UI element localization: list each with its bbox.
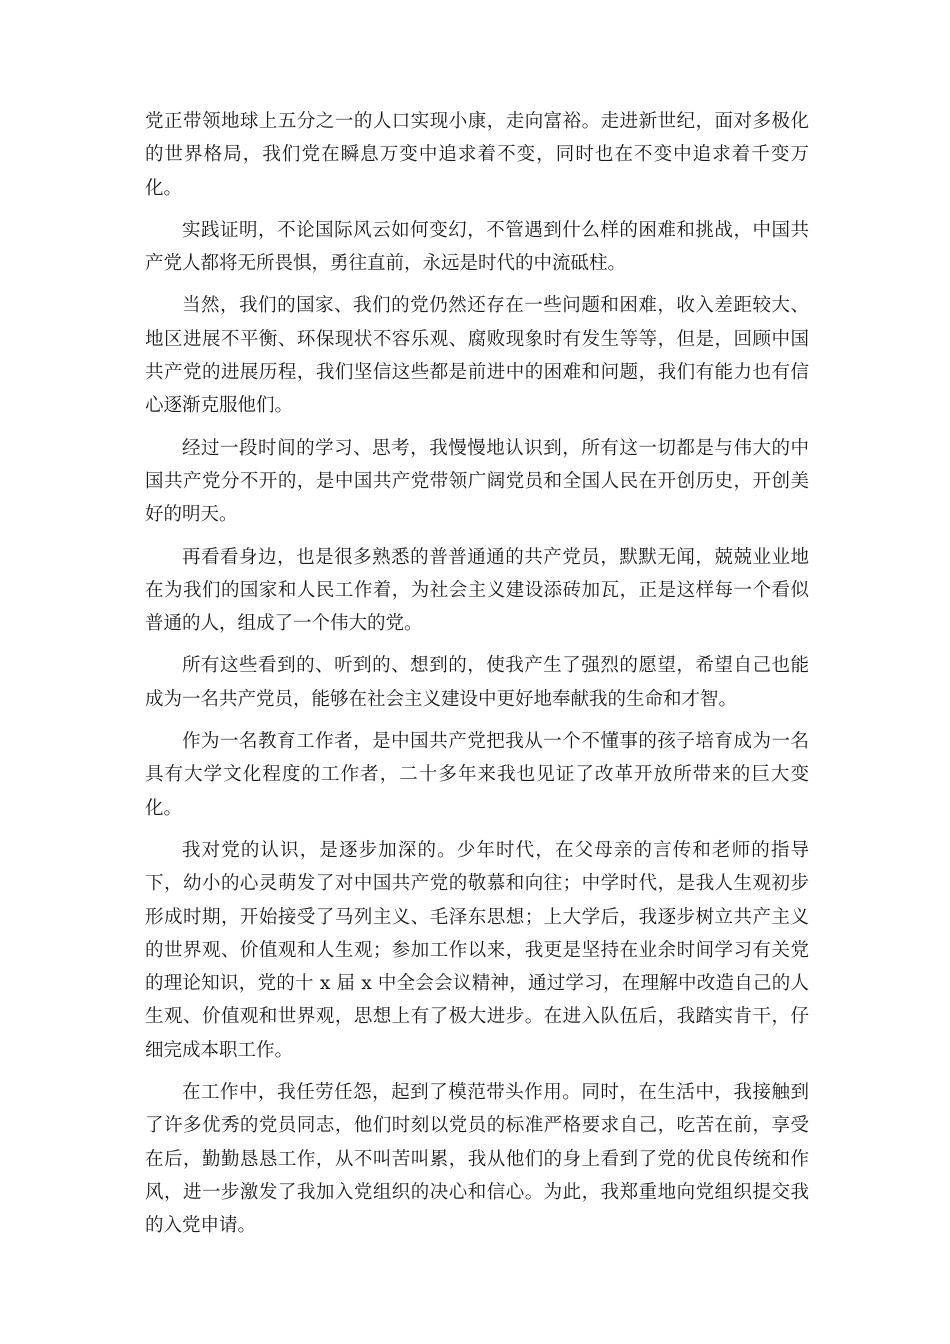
- paragraph: 经过一段时间的学习、思考，我慢慢地认识到，所有这一切都是与伟大的中国共产党分不开的，是中国共产党带领广阔党员和全国人民在开创历史，开创美好的明天。: [145, 437, 809, 526]
- paragraph: 作为一名教育工作者，是中国共产党把我从一个不懂事的孩子培育成为一名具有大学文化程度的工作者，二十多年来我也见证了改革开放所带来的巨大变化。: [145, 731, 809, 819]
- paragraph: 再看看身边，也是很多熟悉的普普通通的共产党员，默默无闻，兢兢业业地在为我们的国家和人民工作着，为社会主义建设添砖加瓦，正是这样每一个看似普通的人，组成了一个伟大的党。: [145, 546, 809, 635]
- paragraph: 党正带领地球上五分之一的人口实现小康，走向富裕。走进新世纪，面对多极化的世界格局，我们党在瞬息万变中追求着不变，同时也在不变中追求着千变万化。: [145, 111, 809, 199]
- document-body: [145, 105, 809, 1252]
- paragraph: 所有这些看到的、听到的、想到的，使我产生了强烈的愿望，希望自己也能成为一名共产党员，能够在社会主义建设中更好地奉献我的生命和才智。: [145, 655, 809, 710]
- paragraph: 我对党的认识，是逐步加深的。少年时代，在父母亲的言传和老师的指导下，幼小的心灵萌发了对中国共产党的敬慕和向往；中学时代，是我人生观初步形成时期，开始接受了马列主义、毛泽东思想；上大学后，我逐步树立共产主义的世界观、价值观和人生观；参加工作以来，我更是坚持在业余时间学习有关党的理论知识，党的十 x 届 x 中全会会议精神，通过学习，在理解中改造自己的人生观、价值观和世界观，思想上有了极大进步。在进入队伍后，我踏实肯干，仔细完成本职工作。: [145, 839, 809, 1061]
- paragraph: 实践证明，不论国际风云如何变幻，不管遇到什么样的困难和挑战，中国共产党人都将无所畏惧，勇往直前，永远是时代的中流砥柱。: [145, 219, 809, 275]
- paragraph: 当然，我们的国家、我们的党仍然还存在一些问题和困难，收入差距较大、地区进展不平衡、环保现状不容乐观、腐败现象时有发生等等，但是，回顾中国共产党的进展历程，我们坚信这些都是前进中的困难和问题，我们有能力也有信心逐渐克服他们。: [145, 295, 809, 417]
- paragraph: 在工作中，我任劳任怨，起到了模范带头作用。同时，在生活中，我接触到了许多优秀的党员同志，他们时刻以党员的标准严格要求自己，吃苦在前，享受在后，勤勤恳恳工作，从不叫苦叫累，我从他们的身上看到了党的优良传统和作风，进一步激发了我加入党组织的决心和信心。为此，我郑重地向党组织提交我的入党申请。: [145, 1082, 809, 1237]
